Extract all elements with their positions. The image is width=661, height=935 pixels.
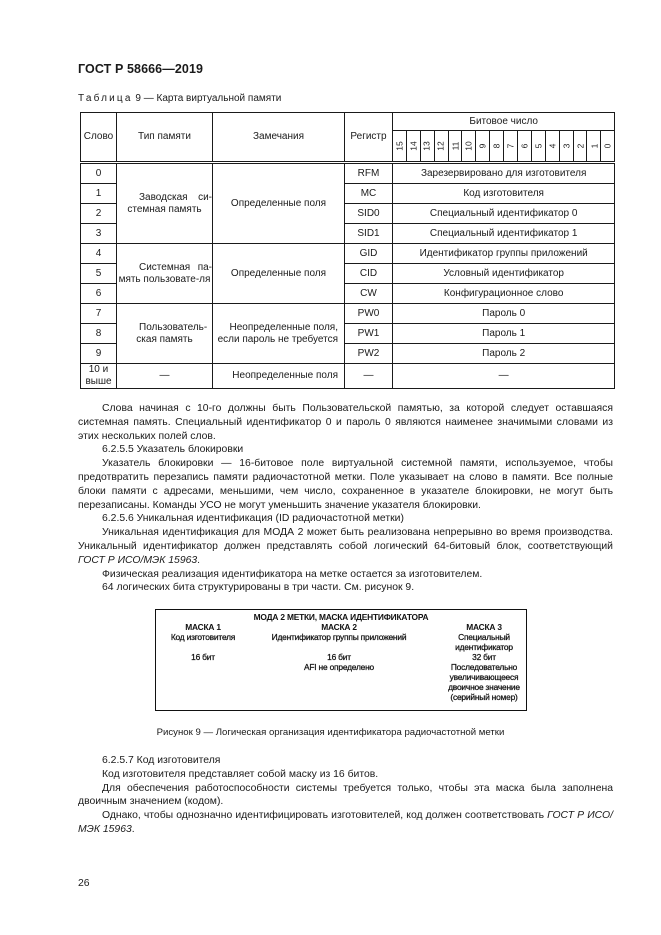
col-header-memory-type: Тип памяти (117, 113, 213, 163)
remarks-cell: Неопределенные поля, если пароль не требуется (213, 304, 345, 364)
bit-header: 12 (434, 131, 448, 163)
bit-header: 9 (476, 131, 490, 163)
remarks-cell: Неопределенные поля (213, 364, 345, 389)
table-row (81, 364, 615, 389)
memory-type-cell: — (117, 364, 213, 389)
table-row (81, 304, 615, 324)
word-cell: 10 и выше (81, 364, 117, 389)
register-cell: MC (345, 184, 393, 204)
bit-header: 0 (601, 131, 615, 163)
description-cell: Специальный идентификатор 0 (393, 204, 615, 224)
table-caption-number: 9 (135, 93, 141, 104)
register-cell: SID1 (345, 224, 393, 244)
bit-header: 13 (420, 131, 434, 163)
memory-type-cell: Пользователь- ская память (117, 304, 213, 364)
bit-header: 15 (393, 131, 407, 163)
memory-type-cell: Заводская си- стемная память (117, 163, 213, 244)
paragraph: Однако, чтобы однозначно идентифицировать изготовителей, код должен соответствовать ГОСТ Р ИСО/МЭК 15963. (78, 810, 613, 835)
description-cell: Идентификатор группы приложений (393, 244, 615, 264)
register-cell: PW2 (345, 344, 393, 364)
register-cell: RFM (345, 163, 393, 184)
section-heading-6256: 6.2.5.6 Уникальная идентификация (ID радиочастотной метки) (102, 513, 404, 525)
body-text-section-1 (78, 402, 613, 595)
paragraph: Слова начиная с 10-го должны быть Пользовательской памятью, за которой следует оставшаяся системная память. Специальный идентификатор 0 и пароль 0 являются наименее значимыми словами из этих нескольких полей слов. (78, 403, 613, 442)
section-heading-6255: 6.2.5.5 Указатель блокировки (102, 444, 244, 456)
remarks-cell: Определенные поля (213, 244, 345, 304)
description-cell: Пароль 2 (393, 344, 615, 364)
word-cell: 2 (81, 204, 117, 224)
bit-header: 11 (448, 131, 462, 163)
bit-header: 1 (587, 131, 601, 163)
col-header-bit-number: Битовое число (393, 113, 615, 131)
word-cell: 0 (81, 163, 117, 184)
word-cell: 6 (81, 284, 117, 304)
virtual-memory-table (80, 112, 615, 389)
register-cell: — (345, 364, 393, 389)
table-caption-prefix: Таблица (78, 93, 133, 104)
bit-header: 8 (490, 131, 504, 163)
bit-header: 5 (531, 131, 545, 163)
figure-title: МОДА 2 МЕТКИ, МАСКА ИДЕНТИФИКАТОРА (253, 612, 429, 622)
standard-reference: ГОСТ Р ИСО/МЭК 15963 (78, 554, 198, 566)
bit-header: 3 (559, 131, 573, 163)
table-row (81, 244, 615, 264)
table-caption-text: — Карта виртуальной памяти (140, 93, 282, 104)
paragraph: Физическая реализация идентификатора на метке остается за изготовителем. (102, 568, 483, 580)
paragraph: Уникальная идентификация для МОДА 2 может быть реализована непрерывно во время производства. Уникальный идентификатор должен представлять собой логический 64-битовый блок, соответствующий ГОСТ Р ИСО/МЭК 15963. (78, 527, 613, 566)
register-cell: PW1 (345, 324, 393, 344)
section-heading-6257: 6.2.5.7 Код изготовителя (102, 755, 221, 766)
description-cell: — (393, 364, 615, 389)
word-cell: 7 (81, 304, 117, 324)
figure-caption: Рисунок 9 — Логическая организация идентификатора радиочастотной метки (156, 727, 505, 738)
col-header-register: Регистр (345, 113, 393, 163)
description-cell: Пароль 0 (393, 304, 615, 324)
register-cell: PW0 (345, 304, 393, 324)
page-number: 26 (78, 878, 90, 889)
remarks-cell: Определенные поля (213, 163, 345, 244)
word-cell: 4 (81, 244, 117, 264)
table-caption (78, 93, 281, 104)
body-text-section-2 (78, 754, 613, 837)
col-header-word: Слово (81, 113, 117, 163)
word-cell: 9 (81, 344, 117, 364)
description-cell: Код изготовителя (393, 184, 615, 204)
mask-3: МАСКА 3 Специальный идентификатор 32 бит Последовательно увеличивающееся двоичное значение (серийный номер) (448, 622, 520, 702)
register-cell: CW (345, 284, 393, 304)
paragraph: Код изготовителя представляет собой маску из 16 битов. (102, 768, 379, 780)
description-cell: Зарезервировано для изготовителя (393, 163, 615, 184)
description-cell: Конфигурационное слово (393, 284, 615, 304)
description-cell: Пароль 1 (393, 324, 615, 344)
word-cell: 5 (81, 264, 117, 284)
col-header-remarks: Замечания (213, 113, 345, 163)
register-cell: SID0 (345, 204, 393, 224)
word-cell: 3 (81, 224, 117, 244)
standard-reference: ГОСТ Р ИСО/МЭК 15963 (78, 810, 613, 835)
paragraph: Указатель блокировки — 16-битовое поле виртуальной системной памяти, используемое, чтобы предотвратить перезапись памяти радиочастотной метки. Поле указывает на слово в памяти. Все полные блоки памяти с адресами, меньшими, чем число, сохраненное в указателе блокировки, не могут быть перезаписаны. Команды УСО не могут уменьшить значение указателя блокировки. (78, 458, 613, 511)
bit-header: 14 (406, 131, 420, 163)
table-row (81, 163, 615, 184)
figure-9-diagram (155, 609, 527, 711)
word-cell: 1 (81, 184, 117, 204)
bit-header: 6 (518, 131, 532, 163)
document-header: ГОСТ Р 58666—2019 (78, 62, 204, 76)
description-cell: Условный идентификатор (393, 264, 615, 284)
word-cell: 8 (81, 324, 117, 344)
mask-1: МАСКА 1 Код изготовителя 16 бит (170, 622, 236, 662)
register-cell: GID (345, 244, 393, 264)
paragraph: Для обеспечения работоспособности системы требуется только, чтобы эта маска была заполнена двоичным значением (кодом). (78, 782, 613, 808)
bit-header: 2 (573, 131, 587, 163)
description-cell: Специальный идентификатор 1 (393, 224, 615, 244)
bit-header: 10 (462, 131, 476, 163)
mask-2: МАСКА 2 Идентификатор группы приложений 16 бит AFI не определено (271, 622, 407, 672)
paragraph: 64 логических бита структурированы в три части. См. рисунок 9. (102, 582, 415, 594)
memory-type-cell: Системная па- мять пользовате-ля (117, 244, 213, 304)
bit-header: 7 (504, 131, 518, 163)
bit-header: 4 (545, 131, 559, 163)
register-cell: CID (345, 264, 393, 284)
